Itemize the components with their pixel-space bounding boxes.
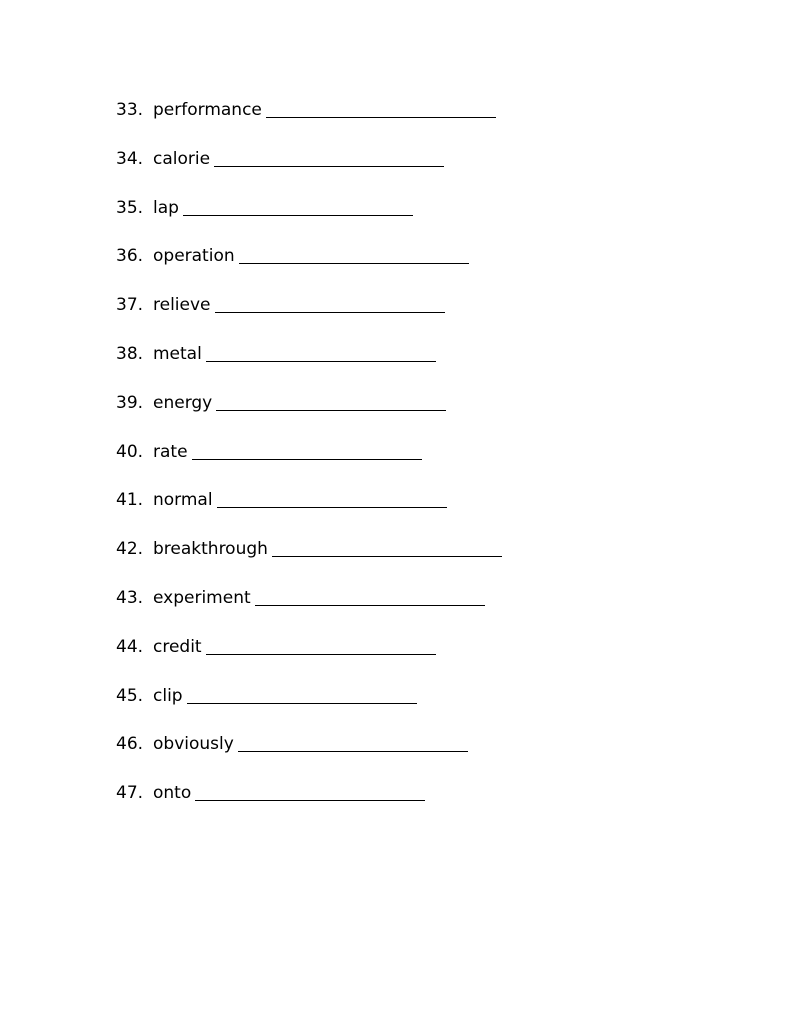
list-item <box>116 586 636 635</box>
list-item <box>116 391 636 440</box>
item-word: clip <box>153 685 183 706</box>
item-word: relieve <box>153 295 211 316</box>
item-word: energy <box>153 392 213 413</box>
answer-blank <box>255 586 485 606</box>
list-item <box>116 635 636 684</box>
list-item <box>116 244 636 293</box>
answer-blank <box>238 732 468 752</box>
item-word: lap <box>153 197 179 218</box>
item-word: obviously <box>153 734 234 755</box>
item-number: 44. <box>116 636 144 657</box>
item-number: 34. <box>116 148 144 169</box>
item-number: 37. <box>116 295 144 316</box>
list-item <box>116 147 636 196</box>
item-number: 39. <box>116 392 144 413</box>
answer-blank <box>192 440 422 460</box>
list-item <box>116 732 636 781</box>
list-item <box>116 488 636 537</box>
item-word: breakthrough <box>153 539 268 560</box>
list-item <box>116 293 636 342</box>
vocabulary-list <box>116 98 636 830</box>
answer-blank <box>183 196 413 216</box>
item-number: 45. <box>116 685 144 706</box>
answer-blank <box>217 488 447 508</box>
list-item <box>116 196 636 245</box>
answer-blank <box>272 537 502 557</box>
item-word: performance <box>153 100 262 120</box>
item-word: operation <box>153 246 235 267</box>
item-number: 41. <box>116 490 144 511</box>
item-number: 35. <box>116 197 144 218</box>
answer-blank <box>215 293 445 313</box>
item-word: calorie <box>153 148 211 169</box>
list-item <box>116 781 636 830</box>
item-word: rate <box>153 441 188 462</box>
item-number: 40. <box>116 441 144 462</box>
item-number: 43. <box>116 587 144 608</box>
list-item <box>116 537 636 586</box>
list-item <box>116 440 636 489</box>
list-item <box>116 342 636 391</box>
answer-blank <box>187 684 417 704</box>
item-number: 33. <box>116 100 144 120</box>
answer-blank <box>195 781 425 801</box>
item-number: 47. <box>116 783 144 804</box>
answer-blank <box>266 98 496 118</box>
answer-blank <box>239 244 469 264</box>
list-item <box>116 98 636 147</box>
item-number: 42. <box>116 539 144 560</box>
item-word: metal <box>153 343 202 364</box>
item-number: 46. <box>116 734 144 755</box>
item-number: 36. <box>116 246 144 267</box>
answer-blank <box>216 391 446 411</box>
item-word: normal <box>153 490 213 511</box>
item-word: credit <box>153 636 202 657</box>
answer-blank <box>206 635 436 655</box>
list-item <box>116 684 636 733</box>
item-word: onto <box>153 783 192 804</box>
item-word: experiment <box>153 587 251 608</box>
answer-blank <box>214 147 444 167</box>
item-number: 38. <box>116 343 144 364</box>
answer-blank <box>206 342 436 362</box>
